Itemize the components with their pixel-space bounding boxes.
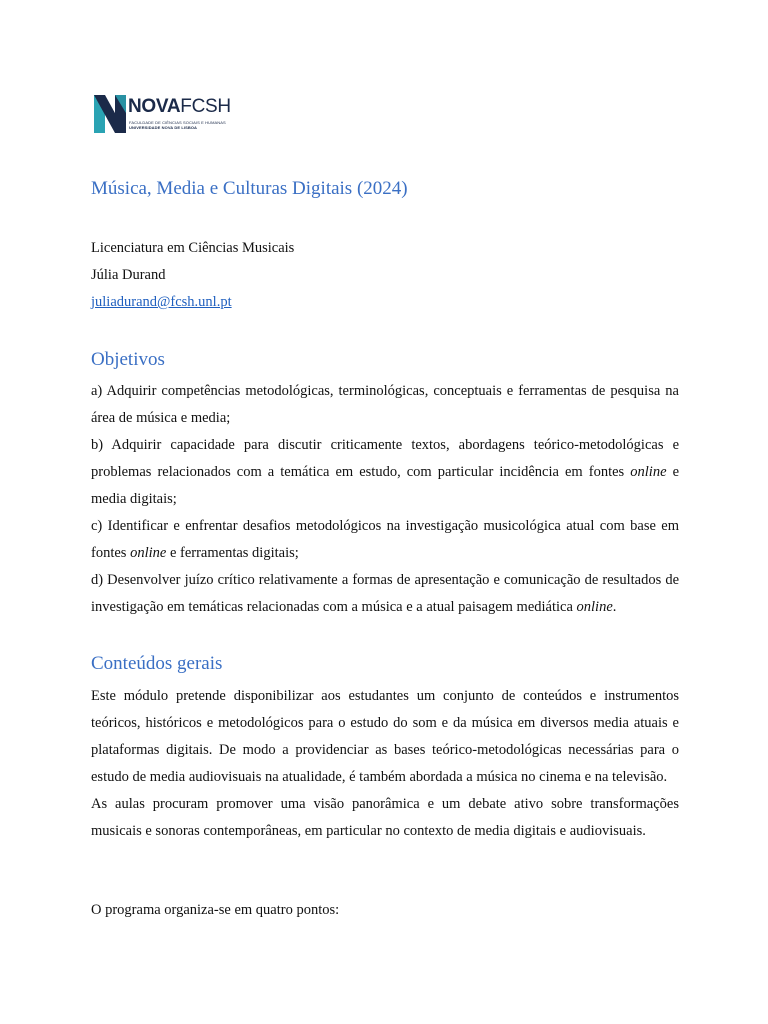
objetivo-c-emphasis: online bbox=[130, 545, 167, 561]
logo-subline bbox=[129, 120, 226, 130]
objetivo-b bbox=[91, 432, 679, 513]
objetivo-c bbox=[91, 513, 679, 567]
programa-intro: O programa organiza-se em quatro pontos: bbox=[91, 902, 340, 918]
document-title: Música, Media e Culturas Digitais (2024) bbox=[91, 178, 408, 199]
objetivo-d-emphasis: online bbox=[576, 599, 613, 615]
conteudos-paragraph-2: As aulas procuram promover uma visão panorâmica e um debate ativo sobre transformações musicais e sonoras contemporâneas, em particular no contexto de media digitais e audiovisuais. bbox=[91, 796, 679, 839]
conteudos-paragraph-1: Este módulo pretende disponibilizar aos estudantes um conjunto de conteúdos e instrumentos teóricos, históricos e metodológicos para o estudo do som e da música em diversos media atuais e plataformas digitais. De modo a providenciar as bases teórico-metodológicas necessárias para o estudo de media audiovisuais na atualidade, é também abordada a música no cinema e na televisão. bbox=[91, 688, 679, 785]
objetivo-d-text: d) Desenvolver juízo crítico relativamente a formas de apresentação e comunicação de resultados de investigação em temáticas relacionadas com a música e a atual paisagem mediática bbox=[91, 572, 679, 615]
objetivos-list bbox=[91, 378, 679, 621]
objetivo-d bbox=[91, 567, 679, 621]
conteudos-body bbox=[91, 683, 679, 845]
objetivos-heading: Objetivos bbox=[91, 349, 165, 370]
objetivo-b-text: b) Adquirir capacidade para discutir criticamente textos, abordagens teórico-metodológicas e problemas relacionados com a temática em estudo, com particular incidência em fontes bbox=[91, 437, 679, 480]
logo-n-mark-icon bbox=[94, 93, 126, 135]
objetivo-b-emphasis: online bbox=[630, 464, 667, 480]
objetivo-a: a) Adquirir competências metodológicas, terminológicas, conceptuais e ferramentas de pesquisa na área de música e media; bbox=[91, 383, 679, 426]
logo-word-nova: NOVA bbox=[128, 96, 181, 117]
logo-subline-1: FACULDADE DE CIÊNCIAS SOCIAIS E HUMANAS bbox=[129, 120, 226, 125]
objetivo-b-text-end: e media digitais; bbox=[91, 464, 680, 507]
logo-word-fcsh: FCSH bbox=[180, 96, 231, 117]
objetivo-c-text: c) Identificar e enfrentar desafios metodológicos na investigação musicológica atual com base em fontes bbox=[91, 518, 679, 561]
author-name: Júlia Durand bbox=[91, 267, 166, 283]
objetivo-c-text-end: e ferramentas digitais; bbox=[166, 545, 299, 561]
objetivo-d-text-end: . bbox=[612, 599, 617, 615]
logo-subline-2: UNIVERSIDADE NOVA DE LISBOA bbox=[129, 125, 198, 130]
conteudos-heading: Conteúdos gerais bbox=[91, 653, 223, 674]
author-email-link[interactable]: juliadurand@fcsh.unl.pt bbox=[91, 294, 232, 310]
novafcsh-logo bbox=[94, 93, 244, 137]
logo-wordmark bbox=[128, 97, 231, 117]
degree-line: Licenciatura em Ciências Musicais bbox=[91, 240, 295, 256]
